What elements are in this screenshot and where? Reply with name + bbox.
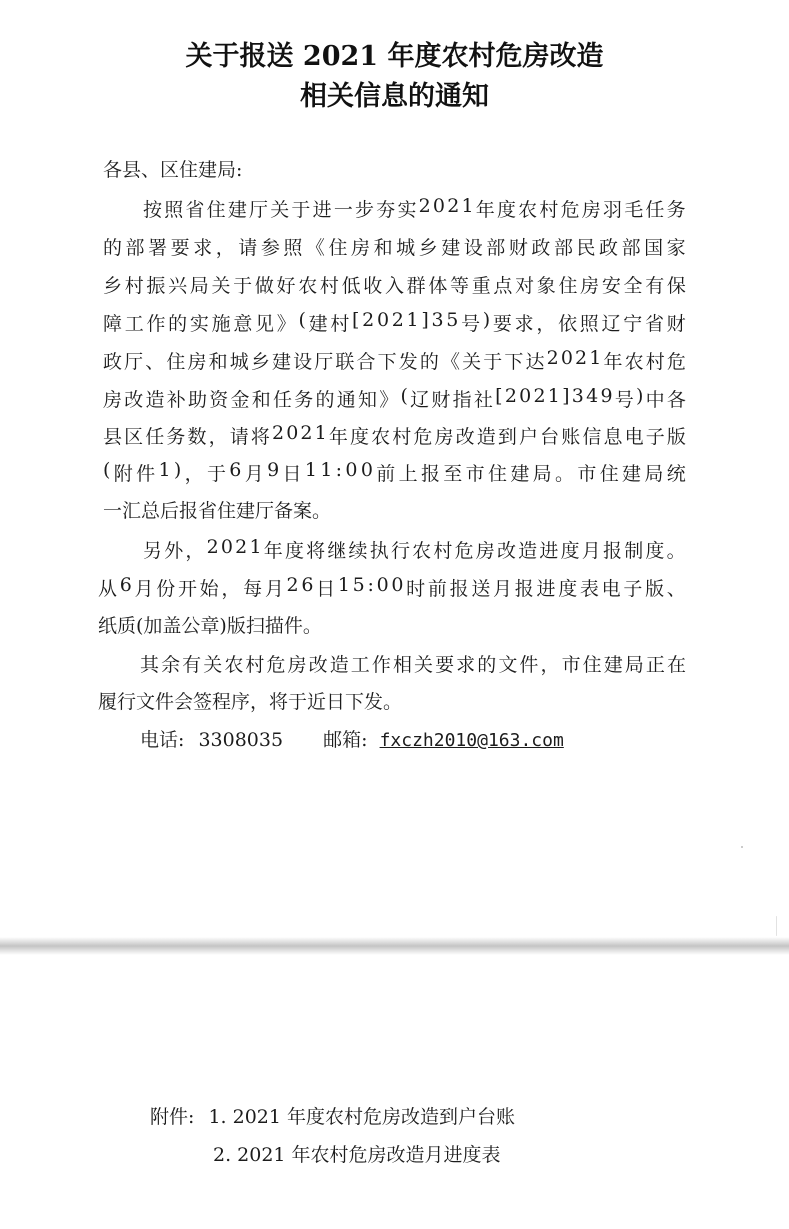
document-title-line-2: 相关信息的通知 xyxy=(300,81,489,112)
email-label: 邮箱: xyxy=(323,729,368,751)
attachments-label: 附件: xyxy=(150,1106,195,1128)
paragraph-1-line-1: 按 照 省 住 建 厅 关 于 进 一 步 夯 实 2 0 2 1 年 度 农 村 危 房 羽 毛 任 务 xyxy=(143,195,686,221)
paragraph-1-line-7: 县 区 任 务 数 ， 请 将 2 0 2 1 年 度 农 村 危 房 改 造 到 户 台 账 信 息 电 子 版 xyxy=(103,422,686,448)
paragraph-1-line-6: 房 改 造 补 助 资 金 和 任 务 的 通 知 》 ( 辽 财 指 社 [ 2 0 2 1 ] 3 4 9 号 ) 中 各 xyxy=(103,385,686,411)
attachments-line-1 xyxy=(150,1102,515,1129)
paragraph-1-line-8: ( 附 件 1 ) ， 于 6 月 9 日 1 1 : 0 0 前 上 报 至 市 住 建 局 。 市 住 建 局 统 xyxy=(103,459,686,485)
paragraph-1-line-5: 政 厅 、 住 房 和 城 乡 建 设 厅 联 合 下 发 的 《 关 于 下 达 2 0 2 1 年 农 村 危 xyxy=(103,347,686,373)
page-separator xyxy=(0,937,789,955)
scan-speck xyxy=(741,846,743,848)
scan-edge-mark xyxy=(776,916,777,936)
phone-number: 3308035 xyxy=(198,729,284,751)
attachment-item-1: 1. 2021 年度农村危房改造到户台账 xyxy=(208,1106,516,1128)
email-link[interactable]: fxczh2010@163.com xyxy=(379,730,564,751)
paragraph-1-line-4: 障 工 作 的 实 施 意 见 》 ( 建 村 [ 2 0 2 1 ] 3 5 号 ) 要 求 ， 依 照 辽 宁 省 财 xyxy=(103,309,686,335)
paragraph-3-line-1: 其 余 有 关 农 村 危 房 改 造 工 作 相 关 要 求 的 文 件 ， 市 住 建 局 正 在 xyxy=(140,654,686,676)
paragraph-3-line-2: 履行文件会签程序，将于近日下发。 xyxy=(98,691,403,713)
paragraph-1-line-3: 乡 村 振 兴 局 关 于 做 好 农 村 低 收 入 群 体 等 重 点 对 象 住 房 安 全 有 保 xyxy=(103,275,686,297)
paragraph-2-line-3: 纸质(加盖公章)版扫描件。 xyxy=(98,615,322,637)
salutation: 各县、区住建局: xyxy=(103,159,243,181)
phone-label: 电话: xyxy=(140,729,185,751)
attachment-item-2: 2. 2021 年农村危房改造月进度表 xyxy=(213,1144,501,1166)
paragraph-2-line-2: 从 6 月 份 开 始 ， 每 月 2 6 日 1 5 : 0 0 时 前 报 送 月 报 进 度 表 电 子 版 、 xyxy=(98,574,686,600)
paragraph-1-line-2: 的 部 署 要 求 ， 请 参 照 《 住 房 和 城 乡 建 设 部 财 政 部 民 政 部 国 家 xyxy=(103,237,686,259)
paragraph-1-line-9: 一汇总后报省住建厅备案。 xyxy=(103,500,332,522)
contact-line xyxy=(140,725,564,752)
paragraph-2-line-1: 另 外 ， 2 0 2 1 年 度 将 继 续 执 行 农 村 危 房 改 造 进 度 月 报 制 度 。 xyxy=(143,536,686,562)
document-title-line-1: 关于报送 2021 年度农村危房改造 xyxy=(185,41,604,72)
